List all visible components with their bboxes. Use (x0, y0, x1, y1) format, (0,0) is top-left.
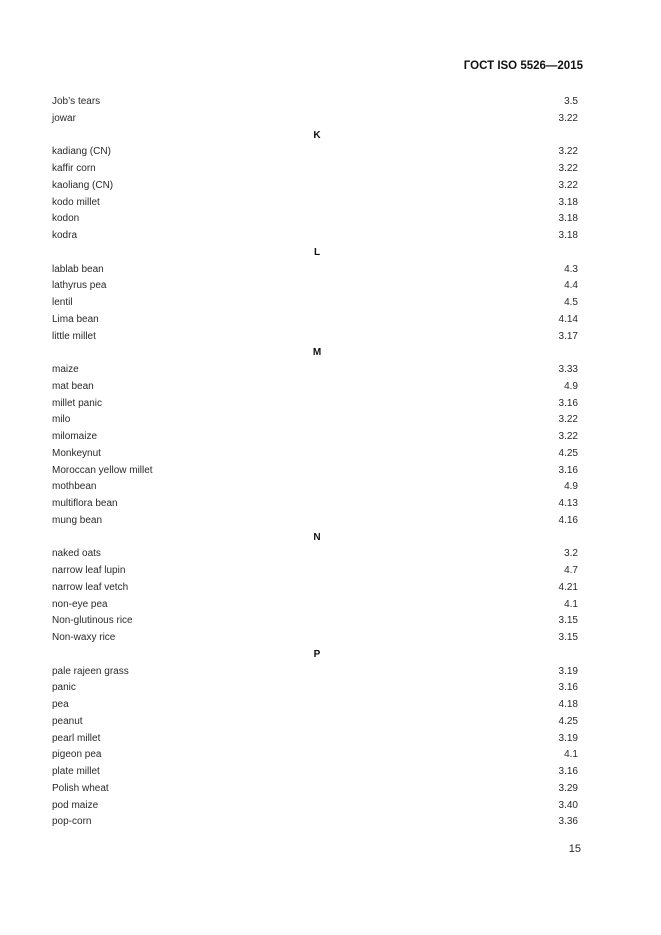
entry-term: mung bean (52, 514, 103, 526)
entry-term: milo (52, 414, 71, 426)
index-entry (52, 446, 578, 463)
index-entry (52, 781, 578, 798)
index-entry (52, 814, 578, 831)
entry-reference: 4.7 (564, 565, 578, 576)
entry-term: Polish wheat (52, 782, 109, 794)
entry-term: mothbean (52, 481, 97, 493)
entry-reference: 3.19 (558, 732, 578, 744)
index-entry (52, 396, 578, 413)
index-entry (52, 747, 578, 764)
entry-term: non-eye pea (52, 598, 108, 610)
index-entry (52, 680, 578, 697)
index-entry (52, 798, 578, 815)
entry-term: Moroccan yellow millet (52, 464, 153, 476)
entry-term: mat bean (52, 380, 94, 392)
index-entry (52, 597, 578, 614)
index-entry (52, 144, 578, 161)
entry-term: pop-corn (52, 816, 92, 828)
index-entry (52, 714, 578, 731)
entry-reference: 4.14 (558, 313, 578, 325)
entry-term: plate millet (52, 766, 100, 777)
entry-reference: 3.5 (564, 96, 578, 107)
index-list (52, 94, 578, 831)
entry-reference: 3.22 (558, 146, 578, 158)
page-number: 15 (568, 843, 581, 855)
entry-term: little millet (52, 330, 96, 342)
index-entry (52, 513, 578, 530)
entry-term: pigeon pea (52, 749, 102, 761)
entry-term: panic (52, 682, 76, 694)
index-entry (52, 362, 578, 379)
entry-term: milomaize (52, 431, 98, 442)
entry-reference: 3.17 (558, 330, 578, 342)
entry-reference: 3.22 (558, 163, 578, 174)
entry-reference: 3.16 (558, 766, 578, 777)
index-entry (52, 178, 578, 195)
entry-reference: 4.21 (558, 581, 578, 593)
entry-term: kaffir corn (52, 163, 96, 174)
entry-term: naked oats (52, 548, 101, 560)
entry-reference: 3.18 (558, 213, 578, 225)
entry-reference: 3.29 (558, 782, 578, 794)
entry-reference: 3.40 (558, 799, 578, 811)
index-entry (52, 228, 578, 245)
entry-reference: 3.36 (558, 816, 578, 828)
entry-reference: 4.25 (558, 447, 578, 459)
entry-reference: 3.15 (558, 632, 578, 643)
entry-reference: 4.18 (558, 699, 578, 710)
index-entry (52, 496, 578, 513)
index-entry (52, 664, 578, 681)
entry-term: kadiang (CN) (52, 146, 111, 158)
index-entry (52, 161, 578, 178)
index-entry (52, 312, 578, 329)
entry-term: pearl millet (52, 732, 101, 744)
entry-term: narrow leaf lupin (52, 565, 126, 576)
entry-reference: 3.22 (558, 414, 578, 426)
entry-reference: 4.9 (564, 380, 578, 392)
entry-reference: 4.1 (564, 598, 578, 610)
entry-reference: 3.16 (558, 464, 578, 476)
entry-term: Job’s tears (52, 96, 101, 107)
index-entry (52, 429, 578, 446)
section-letter-heading: K (313, 129, 321, 141)
entry-reference: 3.22 (558, 179, 578, 191)
index-entry (52, 546, 578, 563)
entry-term: maize (52, 364, 79, 375)
entry-reference: 3.16 (558, 397, 578, 409)
index-entry (52, 613, 578, 630)
entry-reference: 3.33 (558, 364, 578, 375)
entry-term: pod maize (52, 799, 99, 811)
entry-term: kaoliang (CN) (52, 179, 114, 191)
entry-reference: 3.19 (558, 665, 578, 677)
entry-reference: 4.1 (564, 749, 578, 761)
index-entry (52, 111, 578, 128)
entry-reference: 3.2 (564, 548, 578, 560)
entry-term: pea (52, 699, 69, 710)
entry-term: lablab bean (52, 263, 104, 275)
index-entry (52, 262, 578, 279)
entry-reference: 3.18 (558, 230, 578, 241)
index-entry (52, 278, 578, 295)
entry-term: Non-waxy rice (52, 632, 116, 643)
index-entry (52, 412, 578, 429)
section-letter-heading: M (312, 347, 322, 359)
entry-term: millet panic (52, 397, 103, 409)
index-entry (52, 731, 578, 748)
index-entry (52, 195, 578, 212)
index-entry (52, 697, 578, 714)
entry-reference: 3.15 (558, 615, 578, 627)
entry-term: Monkeynut (52, 447, 101, 459)
entry-reference: 4.13 (558, 498, 578, 509)
entry-term: kodra (52, 230, 78, 241)
entry-reference: 4.9 (564, 481, 578, 493)
entry-term: peanut (52, 715, 83, 727)
index-entry (52, 463, 578, 480)
entry-term: Non-glutinous rice (52, 615, 133, 627)
entry-term: jowar (52, 112, 76, 124)
index-entry (52, 563, 578, 580)
entry-term: kodon (52, 213, 80, 225)
index-entry (52, 479, 578, 496)
section-letter-heading: L (313, 246, 321, 258)
index-entry (52, 211, 578, 228)
section-letter-heading: P (313, 648, 321, 660)
index-entry (52, 379, 578, 396)
entry-reference: 3.22 (558, 431, 578, 442)
entry-term: pale rajeen grass (52, 665, 129, 677)
entry-reference: 4.5 (564, 297, 578, 308)
index-entry (52, 630, 578, 647)
entry-term: kodo millet (52, 196, 100, 208)
entry-term: narrow leaf vetch (52, 581, 129, 593)
entry-reference: 4.25 (558, 715, 578, 727)
entry-reference: 3.16 (558, 682, 578, 694)
document-standard-header: ГОСТ ISO 5526—2015 (463, 60, 583, 72)
entry-term: lentil (52, 297, 73, 308)
entry-term: Lima bean (52, 313, 99, 325)
index-entry (52, 580, 578, 597)
index-entry (52, 94, 578, 111)
entry-reference: 4.3 (564, 263, 578, 275)
entry-reference: 3.22 (558, 112, 578, 124)
entry-reference: 4.16 (558, 514, 578, 526)
entry-term: lathyrus pea (52, 280, 107, 292)
index-entry (52, 295, 578, 312)
entry-reference: 4.4 (564, 280, 578, 292)
index-entry (52, 329, 578, 346)
entry-term: multiflora bean (52, 498, 118, 509)
entry-reference: 3.18 (558, 196, 578, 208)
index-entry (52, 764, 578, 781)
section-letter-heading: N (313, 531, 321, 543)
